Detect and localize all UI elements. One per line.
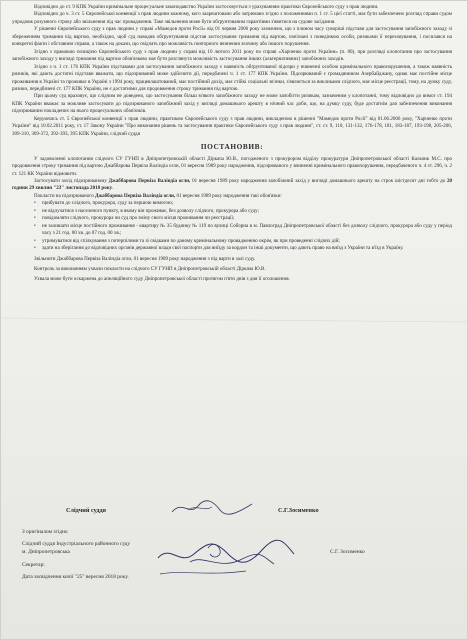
paragraph-refusal: У задоволенні клопотання слідчого СУ ГУНП в Дніпропетровській області Діркача Ю.В., погодженого з прокурором відділу прокуратури Дніпропетровської області Кальчик М.С. про продовження строку тримання під вартою Джаббарова Первіза Валіндіа огли, 01 вересня 1989 року народження, підозрюваного у вчиненні кримінального правопорушення, передбаченого ч. 4 ст. 296, ч. 2 ст. 121 КК України відмовити.	[12, 155, 452, 177]
measure-deadline: 20 години 29 хвилин "23" листопада 2018 року	[12, 177, 452, 192]
certification-date: Дата засвідчення копії "25" вересня 2018 року.	[22, 573, 129, 580]
cert-judge-name: С.Г. Зосименко	[330, 549, 365, 555]
duties-prefix: Покласти на підозрюваного	[34, 192, 95, 199]
secretary-label: Секретар:	[22, 561, 45, 568]
measure-body: 01 вересня 1989 року народження запобіжний захід у вигляді домашнього арешту на строк шістдесят дні тобто до	[192, 177, 447, 184]
duty-item: • утримуватися від спілкування з потерпілими та зі свідками по даному кримінальному провадженню окрім, як при проведенні слідчих дій;	[12, 238, 452, 245]
certification-block	[22, 528, 452, 581]
paragraph-measure	[12, 178, 452, 193]
judge-signature-line	[66, 507, 386, 517]
duty-item: • не відлучатися з населеного пункту, в якому він проживає, без дозволу слідчого, прокурора або суду;	[12, 208, 452, 215]
paragraph-legal-basis: Відповідно до ст. 9 КПК України кримінальне процесуальне законодавство України застосовується з урахуванням практики Європейського суду з прав людини.	[34, 4, 379, 10]
paragraph-control: Контроль за виконанням ухвали покласти на слідчого СУ ГУНП в Дніпропетровській області Діркача Ю.В.	[34, 265, 266, 272]
cert-judge-title-2: м. Дніпропетровська	[22, 549, 70, 556]
measure-tail: .	[112, 185, 114, 192]
measure-suspect-name: Джаббарова Первіза Валіндіа огли,	[108, 177, 193, 184]
duty-item: • повідомляти слідчого, прокурора чи суд про зміну свого місця проживання чи реєстрації;	[12, 215, 452, 222]
measure-prefix: Застосувати захід підозрюваному	[34, 177, 109, 184]
paragraph-guided-by: Керуючись ст. 5 Європейської конвенції з прав людини, практикою Європейського суду з прав людини, викладеною в рішенні "Мамедов проти Росії" від 01.06.2006 року, "Харченко проти України" від 10.02.2011 року, ст. 17 Закону України "Про виконання рішень та застосування практики Європейського суду з прав людини", ст. ст. 9, 110, 131-132, 176-178, 181, 183-187, 193-198, 205-206, 309-310, 369-372, 392-393, 395 КПК України, слідчий суддя	[12, 115, 452, 137]
paragraph-grounds: Згідно з ч. 1 ст. 176 КПК України підставами для застосування запобіжного заходу є наявність обґрунтованої підозри у вчиненні особою кримінального правопорушення, а також наявність ризиків, які дають достатні підстави вважати, що підозрюваний може здійснити дії, передбачені ч. 1 ст. 177 КПК України. Підозрюваний є громадянином Азербайджану, однак має постійне місце проживання в Україні та проживає в Україні з 1994 року, працевлаштований, має постійний дохід, має стійкі соціальні зв'язки, з'являється за викликами слідчого, має місце реєстрації, тому, на думку суду, ризики, передбачені ст. 177 КПК України, не є достатніми для продовження строку тримання під вартою.	[12, 63, 452, 92]
duties-suspect-name: Джаббарова Первіза Валіндіа огли,	[94, 192, 177, 199]
judge-name: С.Г.Зосименко	[278, 507, 319, 514]
duties-body: 01 вересня 1989 року народження такі обов'язки:	[176, 192, 282, 199]
duty-item: • прибувати до слідчого, прокурора, суду за першою вимогою;	[12, 200, 452, 207]
duties-list	[12, 200, 452, 252]
duty-item: • не залишати місце постійного проживання - квартиру № 35 будинку № 119 по вулиці Соборна в м. Павлоград Дніпропетровської області без дозволу слідчого, прокурора або суду у період часу з 21 год. 00 хв. до 07 год. 00 хв.;	[12, 223, 452, 238]
cert-judge-title-1: Слідчий суддя Індустріального районного суду	[22, 541, 131, 548]
paragraph-kharchenko: Згідно з правовою позицією Європейського суду з прав людини у справі від 10 лютого 2011 року по справі «Харченко проти України» (п. 80), при розгляді клопотання про застосування запобіжного заходу у вигляді тримання під вартою обов'язково має бути розглянута можливість застосування інших (альтернативних) запобіжних заходів.	[12, 48, 452, 63]
paragraph-convention: Відповідно до ч. 3 ст. 5 Європейської конвенції з прав людини кожному, кого заарештовано або затримано згідно з положеннями п. 1 ст. 5 цієї статті, має бути забезпечено розгляд справи судом упродовж розумного строку або звільнення під час провадження. Таке звільнення може бути обґрунтованим гарантіями з'явитися на судове засідання.	[12, 11, 452, 25]
ruling-text	[12, 4, 452, 284]
paragraph-release: Звільнити Джаббарова Первіза Валіндіа огли, 01 вересня 1989 року народження з під варти в залі суду.	[34, 255, 256, 262]
duty-item: • здати на зберігання до відповідних органів державної влади свої паспорти для виїзду за кордон та інші документи, що дають право на виїзд з України та в'їзд в Україну.	[12, 245, 452, 252]
original-note: З оригіналом згідно	[22, 529, 68, 535]
paragraph-mamedov: У рішенні Європейського суду з прав людини у справі «Мамедов проти Росії» від 01 червня 2006 року зазначено, що з плином часу суворіші підстави для застосування запобіжного заходу зі збереженням тримання під вартою, необхідно, щоб суд наводив обґрунтування підстав застосування тримання під вартою, пов'язані з поведінкою особи, ризиками її переховування, і посилався на конкретні факти і обставини справи, а також на докази, що свідчать про можливість повторного вчинення злочину або іншого порушення.	[12, 26, 452, 48]
judge-role: Слідчий суддя	[66, 507, 106, 514]
paragraph-risks: При цьому суд враховує, що слідчим не доведено, що застосування більш м'якого запобіжного заходу не може запобігти ризикам, зазначеним у клопотанні, тому відповідно до вимог ст. 194 КПК України вважає за можливе застосувати до підозрюваного запобіжний захід у вигляді домашнього арешту в нічний час доби, що, на думку суду, буде достатнім для забезпечення виконання підозрюваним покладених на нього процесуальних обов'язків.	[12, 93, 452, 115]
decree-heading: ПОСТАНОВИВ:	[200, 142, 264, 152]
paragraph-appeal: Ухвала може бути оскаржена до апеляційного суду Дніпропетровської області протягом п'яти днів з дня її оголошення.	[34, 276, 290, 283]
